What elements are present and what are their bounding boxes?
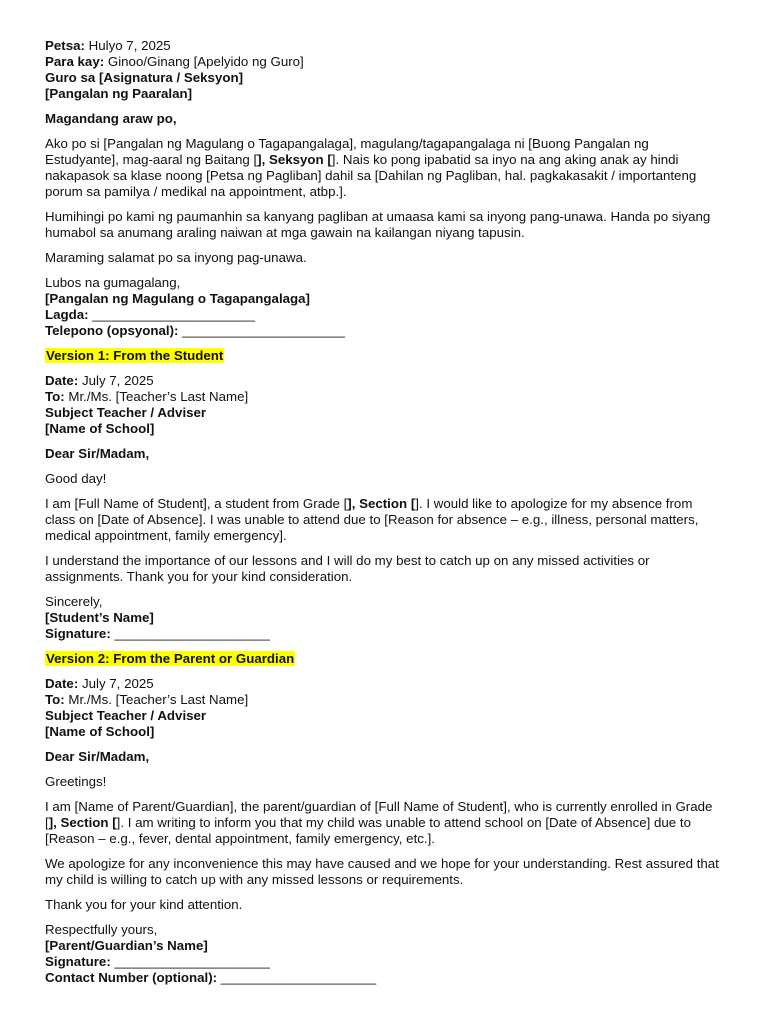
paragraph-2: We apologize for any inconvenience this may have caused and we hope for your understanding. Rest assured that my child is willing to catch up with any missed lessons or requirements. [45, 856, 719, 887]
date-line: Petsa: Hulyo 7, 2025 [45, 38, 171, 53]
paragraph-2: Humihingi po kami ng paumanhin sa kanyang pagliban at umaasa kami sa inyong pang-unawa. Handa po siyang humabol sa anumang araling naiwan at mga gawain na kailangan niyang tapusin. [45, 209, 711, 240]
version-1-letter [45, 348, 723, 642]
teacher-line: Guro sa [Asignatura / Seksyon] [45, 70, 244, 85]
filipino-letter [45, 38, 723, 339]
paragraph-3: Thank you for your kind attention. [45, 897, 243, 912]
school-line: [Name of School] [45, 724, 155, 739]
date-line: Date: July 7, 2025 [45, 373, 154, 388]
signer-name: [Student’s Name] [45, 610, 154, 625]
version-1-heading: Version 1: From the Student [46, 348, 224, 363]
recipient-line: To: Mr./Ms. [Teacher’s Last Name] [45, 389, 249, 404]
greeting: Magandang araw po, [45, 111, 177, 126]
school-line: [Pangalan ng Paaralan] [45, 86, 193, 101]
closing: Respectfully yours, [45, 922, 158, 937]
good-day: Good day! [45, 471, 107, 486]
greetings: Greetings! [45, 774, 107, 789]
recipient-line: Para kay: Ginoo/Ginang [Apelyido ng Guro] [45, 54, 304, 69]
signer-name: [Parent/Guardian’s Name] [45, 938, 208, 953]
version-2-heading: Version 2: From the Parent or Guardian [46, 651, 295, 666]
closing: Sincerely, [45, 594, 103, 609]
school-line: [Name of School] [45, 421, 155, 436]
signature-line: Lagda: ______________________ [45, 307, 255, 322]
contact-line: Contact Number (optional): _____________________ [45, 970, 377, 985]
recipient-line: To: Mr./Ms. [Teacher’s Last Name] [45, 692, 249, 707]
teacher-line: Subject Teacher / Adviser [45, 405, 207, 420]
version-2-letter [45, 651, 723, 986]
paragraph-1: Ako po si [Pangalan ng Magulang o Tagapangalaga], magulang/tagapangalaga ni [Buong Pangalan ng Estudyante], mag-aaral ng Baitang [], Seksyon []. Nais ko pong ipabatid sa inyo na ang aking anak ay hindi nakapasok sa klase noong [Petsa ng Pagliban] dahil sa [Dahilan ng Pagliban, hal. pagkakasakit / importanteng porum sa pamilya / medikal na appointment, atbp.]. [45, 136, 697, 199]
paragraph-1: I am [Full Name of Student], a student from Grade [], Section []. I would like to apologize for my absence from class on [Date of Absence]. I was unable to attend due to [Reason for absence – e.g., illness, personal matters, medical appointment, family emergency]. [45, 496, 699, 543]
paragraph-3: Maraming salamat po sa inyong pag-unawa. [45, 250, 307, 265]
closing: Lubos na gumagalang, [45, 275, 181, 290]
paragraph-2: I understand the importance of our lessons and I will do my best to catch up on any missed activities or assignments. Thank you for your kind consideration. [45, 553, 650, 584]
date-line: Date: July 7, 2025 [45, 676, 154, 691]
signature-line: Signature: _____________________ [45, 954, 270, 969]
paragraph-1: I am [Name of Parent/Guardian], the parent/guardian of [Full Name of Student], who is currently enrolled in Grade [], Section []. I am writing to inform you that my child was unable to attend school on [Date of Absence] due to [Reason – e.g., fever, dental appointment, family emergency, etc.]. [45, 799, 713, 846]
greeting: Dear Sir/Madam, [45, 749, 150, 764]
greeting: Dear Sir/Madam, [45, 446, 150, 461]
signature-line: Signature: _____________________ [45, 626, 270, 641]
teacher-line: Subject Teacher / Adviser [45, 708, 207, 723]
signer-name: [Pangalan ng Magulang o Tagapangalaga] [45, 291, 310, 306]
phone-line: Telepono (opsyonal): ______________________ [45, 323, 345, 338]
